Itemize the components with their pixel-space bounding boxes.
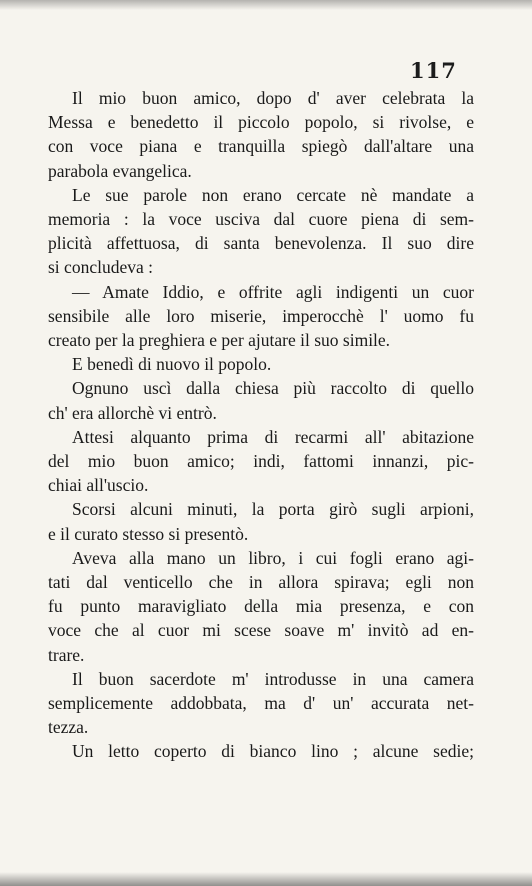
text-line: creato per la preghiera e per ajutare il suo simile. <box>48 330 391 351</box>
text-line: E benedì di nuovo il popolo. <box>72 354 272 375</box>
text-line: sensibile alle loro miserie, imperocchè l' uomo fu <box>48 305 474 326</box>
text-line: Un letto coperto di bianco lino ; alcune sedie; <box>72 741 474 762</box>
text-line: con voce piana e tranquilla spiegò dall'altare una <box>48 136 474 157</box>
text-line: semplicemente addobbata, ma d' un' accurata net- <box>48 693 474 714</box>
page-top-shadow <box>0 0 532 10</box>
text-line: Le sue parole non erano cercate nè mandate a <box>72 184 474 205</box>
text-line: tezza. <box>48 717 89 738</box>
text-line: fu punto maravigliato della mia presenza, e con <box>48 596 474 617</box>
text-line: Il buon sacerdote m' introdusse in una camera <box>72 668 474 689</box>
text-line: e il curato stesso si presentò. <box>48 523 249 544</box>
text-line: si concludeva : <box>48 257 153 278</box>
text-line: tati dal venticello che in allora spirava; egli non <box>48 572 474 593</box>
text-line: parabola evangelica. <box>48 160 192 181</box>
text-line: memoria : la voce usciva dal cuore piena di sem- <box>48 209 474 230</box>
text-line: voce che al cuor mi scese soave m' invitò ad en- <box>48 620 474 641</box>
text-line: ch' era allorchè vi entrò. <box>48 402 217 423</box>
body-text <box>48 86 474 764</box>
text-line: Il mio buon amico, dopo d' aver celebrata la <box>72 88 474 108</box>
text-line: trare. <box>48 644 85 665</box>
text-line: Aveva alla mano un libro, i cui fogli erano agi- <box>72 547 474 568</box>
text-line: plicità affettuosa, di santa benevolenza. Il suo dire <box>48 233 474 254</box>
text-line: del mio buon amico; indi, fattomi innanzi, pic- <box>48 451 474 472</box>
text-line: Messa e benedetto il piccolo popolo, si rivolse, e <box>48 112 474 133</box>
text-line: Attesi alquanto prima di recarmi all' abitazione <box>72 426 474 447</box>
text-line: — Amate Iddio, e offrite agli indigenti un cuor <box>72 281 474 302</box>
text-line: Ognuno uscì dalla chiesa più raccolto di quello <box>72 378 474 399</box>
text-line: chiai all'uscio. <box>48 475 149 496</box>
page-bottom-shadow <box>0 872 532 886</box>
text-line: Scorsi alcuni minuti, la porta girò sugli arpioni, <box>72 499 474 520</box>
page-number: 117 <box>410 58 457 83</box>
